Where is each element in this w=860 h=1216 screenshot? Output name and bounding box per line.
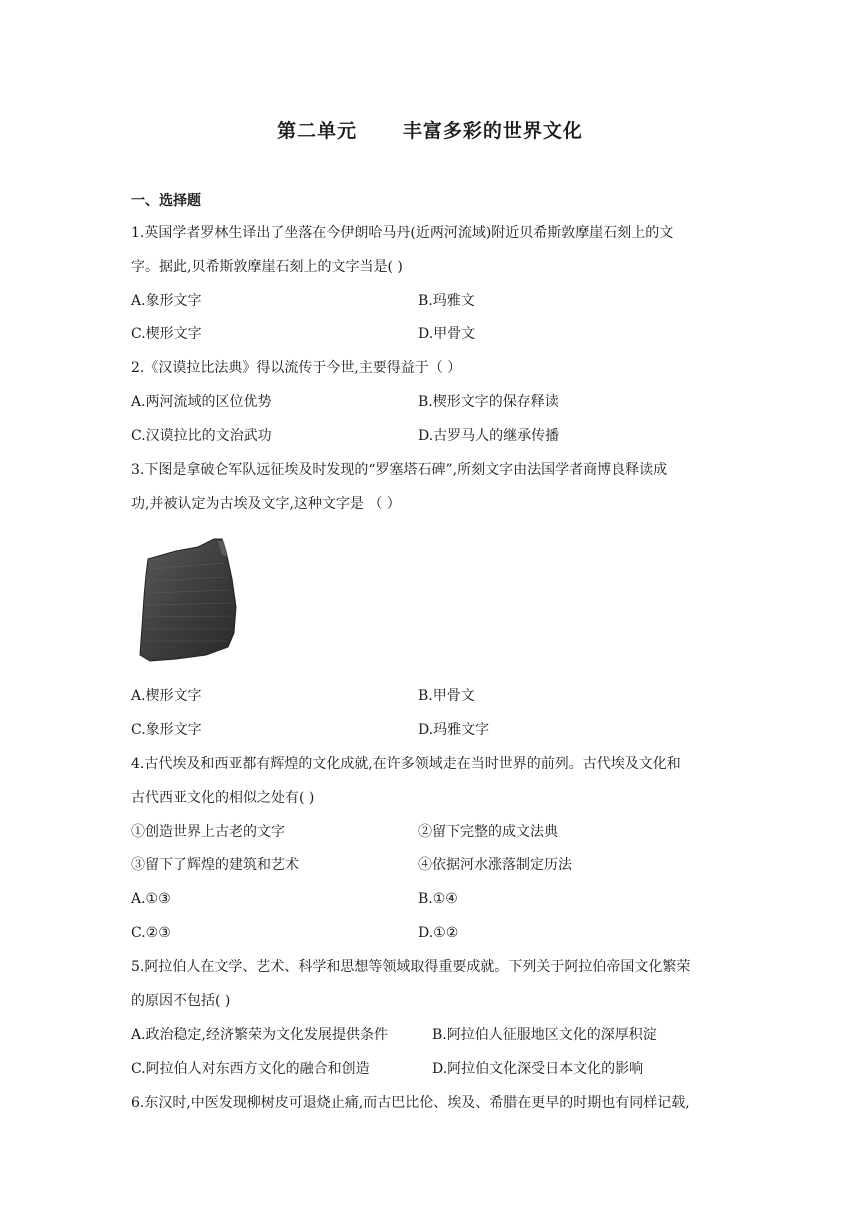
section-heading: 一、选择题: [131, 193, 201, 209]
q5-option-c: C.阿拉伯人对东西方文化的融合和创造: [131, 1061, 370, 1077]
q2-option-a: A.两河流域的区位优势: [131, 394, 272, 410]
q2-option-b: B.楔形文字的保存释读: [418, 394, 559, 410]
document-title: 第二单元 丰富多彩的世界文化: [277, 120, 583, 142]
q3-option-c: C.象形文字: [131, 722, 202, 738]
q1-stem-line1: 1.英国学者罗林生译出了坐落在今伊朗哈马丹(近两河流域)附近贝希斯敦摩崖石刻上的文: [131, 225, 674, 241]
q3-stem-line1: 3.下图是拿破仑军队远征埃及时发现的“罗塞塔石碑”,所刻文字由法国学者商博良释读成: [131, 462, 668, 478]
q5-stem-line2: 的原因不包括( ): [131, 993, 231, 1009]
q4-option-a: A.①③: [131, 891, 171, 907]
q5-option-b: B.阿拉伯人征服地区文化的深厚积淀: [432, 1027, 657, 1043]
q4-option-b: B.①④: [418, 891, 458, 907]
q3-option-b: B.甲骨文: [418, 688, 475, 704]
q1-option-a: A.象形文字: [131, 293, 202, 309]
rosetta-stone-image: [136, 537, 240, 663]
q4-option-c: C.②③: [131, 925, 171, 941]
q2-option-d: D.古罗马人的继承传播: [418, 428, 560, 444]
q4-option-d: D.①②: [418, 925, 459, 941]
q4-item-4: ④依据河水涨落制定历法: [418, 857, 572, 873]
q5-option-d: D.阿拉伯文化深受日本文化的影响: [432, 1061, 644, 1077]
q4-item-1: ①创造世界上古老的文字: [131, 824, 285, 840]
q5-option-a: A.政治稳定,经济繁荣为文化发展提供条件: [131, 1027, 389, 1043]
q1-stem-line2: 字。据此,贝希斯敦摩崖石刻上的文字当是( ): [131, 259, 403, 275]
q1-option-c: C.楔形文字: [131, 326, 202, 342]
q4-item-2: ②留下完整的成文法典: [418, 824, 558, 840]
q3-stem-line2: 功,并被认定为古埃及文字,这种文字是 （ ）: [131, 496, 401, 512]
q3-option-d: D.玛雅文字: [418, 722, 490, 738]
q5-stem-line1: 5.阿拉伯人在文学、艺术、科学和思想等领域取得重要成就。下列关于阿拉伯帝国文化繁荣: [131, 959, 691, 975]
q2-option-c: C.汉谟拉比的文治武功: [131, 428, 272, 444]
q2-stem-line1: 2.《汉谟拉比法典》得以流传于今世,主要得益于（ ）: [131, 360, 462, 376]
q4-stem-line2: 古代西亚文化的相似之处有( ): [131, 790, 315, 806]
q6-stem-line1: 6.东汉时,中医发现柳树皮可退烧止痛,而古巴比伦、埃及、希腊在更早的时期也有同样记载,: [131, 1095, 690, 1111]
q4-item-3: ③留下了辉煌的建筑和艺术: [131, 857, 299, 873]
q1-option-d: D.甲骨文: [418, 326, 476, 342]
q3-option-a: A.楔形文字: [131, 688, 202, 704]
q1-option-b: B.玛雅文: [418, 293, 475, 309]
q4-stem-line1: 4.古代埃及和西亚都有辉煌的文化成就,在许多领域走在当时世界的前列。古代埃及文化和: [131, 756, 681, 772]
